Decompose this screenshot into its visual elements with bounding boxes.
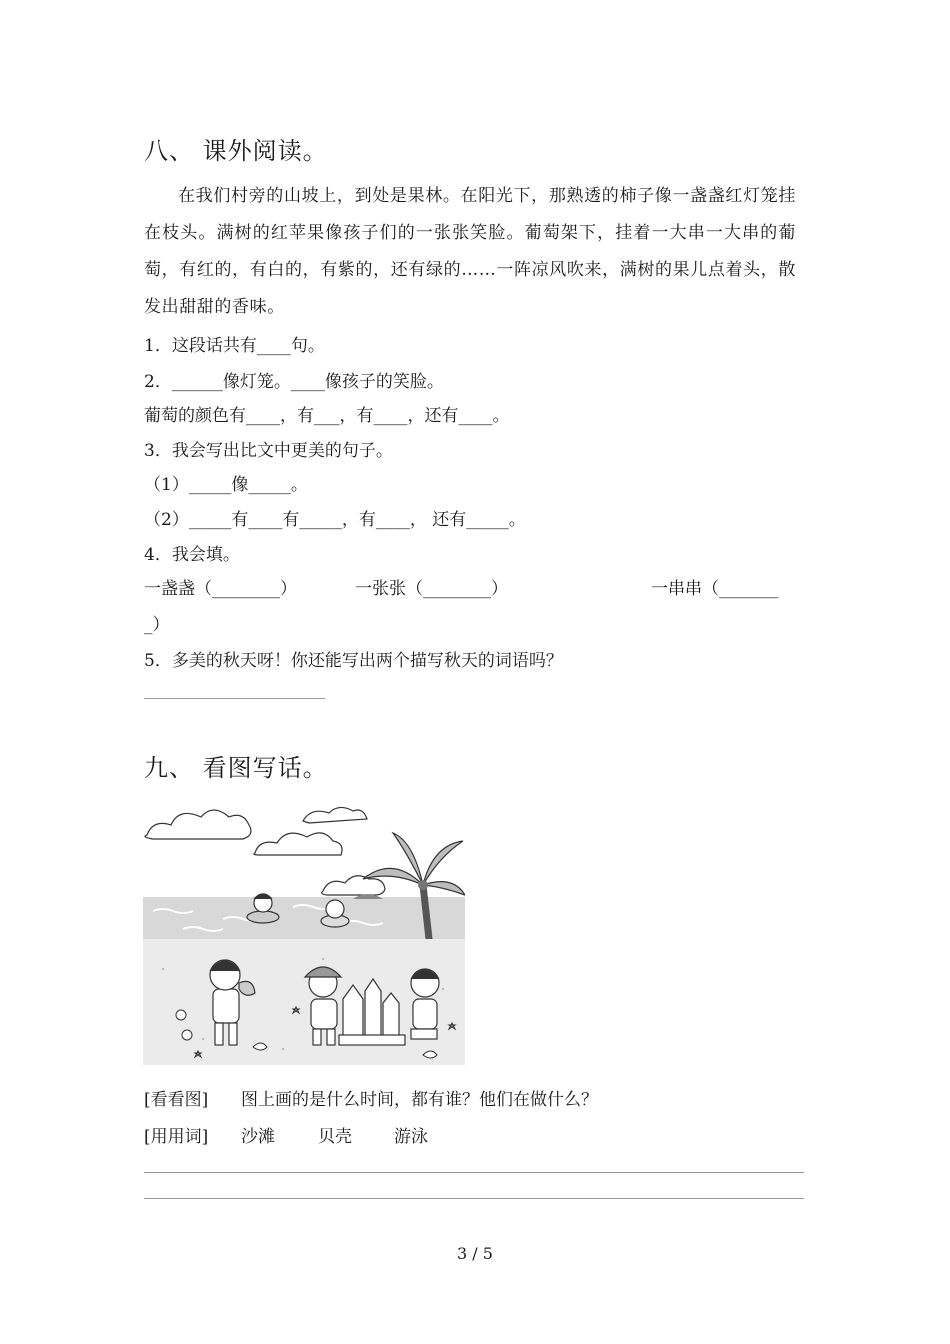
question-3-1: （1）_____像_____。 xyxy=(144,475,308,495)
crab-1 xyxy=(176,1010,186,1020)
question-1: 1．这段话共有____句。 xyxy=(144,336,325,356)
look-text: 图上画的是什么时间，都有谁？他们在做什么？ xyxy=(241,1090,598,1110)
question-3: 3．我会写出比文中更美的句子。 xyxy=(144,441,393,461)
question-4: 4．我会填。 xyxy=(144,545,240,565)
use-label: [用用词] xyxy=(144,1127,209,1147)
question-3-2: （2）_____有____有_____，有____， 还有_____。 xyxy=(144,510,526,530)
word-1: 沙滩 xyxy=(241,1127,275,1147)
child-right xyxy=(411,969,439,1039)
question-2b: 葡萄的颜色有____，有___，有____，还有____。 xyxy=(144,406,510,426)
answer-line-q5 xyxy=(144,698,325,699)
question-2: 2．______像灯笼。____像孩子的笑脸。 xyxy=(144,372,444,392)
look-label: [看看图] xyxy=(144,1090,209,1110)
word-2: 贝壳 xyxy=(318,1127,352,1147)
writing-line-2 xyxy=(144,1198,804,1199)
section8-heading: 八、 课外阅读。 xyxy=(144,137,328,165)
beach-illustration xyxy=(143,799,465,1065)
question-4-b: 一张张（________） xyxy=(355,579,508,599)
crab-2 xyxy=(182,1030,192,1040)
question-4-c-cont: _） xyxy=(144,615,170,635)
reading-passage: 在我们村旁的山坡上，到处是果林。在阳光下，那熟透的柿子像一盏盏红灯笼挂在枝头。满树的红苹果像孩子们的一张张笑脸。葡萄架下，挂着一大串一大串的葡萄，有红的，有白的，有紫的，还有绿的……一阵凉风吹来，满树的果儿点着头，散发出甜甜的香味。 xyxy=(144,186,796,317)
sea xyxy=(143,897,465,939)
question-5: 5．多美的秋天呀！你还能写出两个描写秋天的词语吗？ xyxy=(144,651,563,671)
page-number: 3 / 5 xyxy=(457,1244,493,1263)
question-4-a: 一盏盏（________） xyxy=(144,579,297,599)
question-4-c: 一串串（_______ xyxy=(651,579,779,599)
writing-line-1 xyxy=(144,1172,804,1173)
section9-heading: 九、 看图写话。 xyxy=(144,754,328,782)
word-3: 游泳 xyxy=(394,1127,428,1147)
